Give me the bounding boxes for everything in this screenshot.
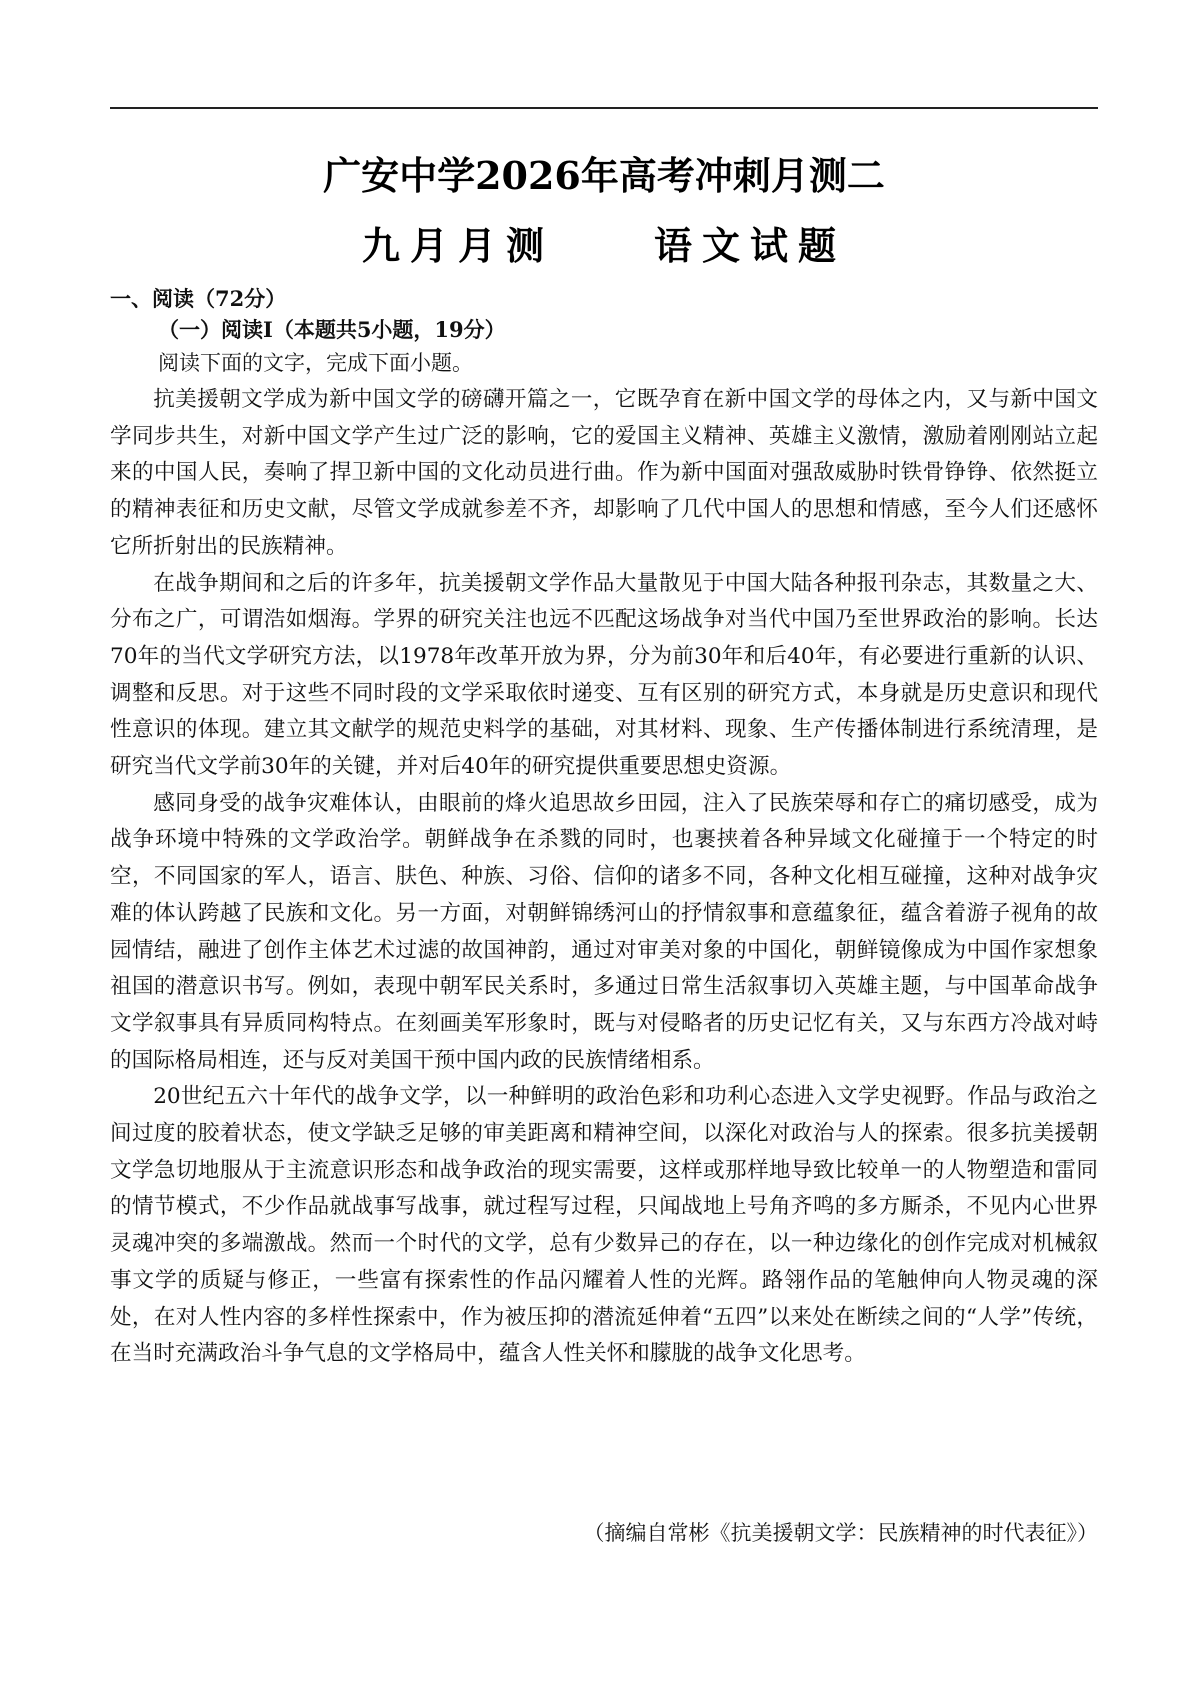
reading-passage <box>110 382 1098 1373</box>
section-heading: 一、阅读（72分） <box>110 286 287 311</box>
passage-paragraph-1: 抗美援朝文学成为新中国文学的磅礴开篇之一，它既孕育在新中国文学的母体之内，又与新中国文学同步共生，对新中国文学产生过广泛的影响，它的爱国主义精神、英雄主义激情，激励着刚刚站立起来的中国人民，奏响了捍卫新中国的文化动员进行曲。作为新中国面对强敌威胁时铁骨铮铮、依然挺立的精神表征和历史文献，尽管文学成就参差不齐，却影响了几代中国人的思想和情感，至今人们还感怀它所折射出的民族精神。 <box>110 387 1098 559</box>
exam-subtitle <box>110 222 1098 270</box>
exam-month-label: 九月月测 <box>361 223 554 268</box>
subsection-heading: （一）阅读I（本题共5小题，19分） <box>158 317 506 342</box>
passage-source: （摘编自常彬《抗美援朝文学：民族精神的时代表征》） <box>583 1521 1098 1545</box>
passage-paragraph-2: 在战争期间和之后的许多年，抗美援朝文学作品大量散见于中国大陆各种报刊杂志，其数量之大、分布之广，可谓浩如烟海。学界的研究关注也远不匹配这场战争对当代中国乃至世界政治的影响。长达70年的当代文学研究方法，以1978年改革开放为界，分为前30年和后40年，有必要进行重新的认识、调整和反思。对于这些不同时段的文学采取依时递变、互有区别的研究方式，本身就是历史意识和现代性意识的体现。建立其文献学的规范史料学的基础，对其材料、现象、生产传播体制进行系统清理，是研究当代文学前30年的关键，并对后40年的研究提供重要思想史资源。 <box>110 570 1098 780</box>
passage-paragraph-4: 20世纪五六十年代的战争文学，以一种鲜明的政治色彩和功利心态进入文学史视野。作品与政治之间过度的胶着状态，使文学缺乏足够的审美距离和精神空间，以深化对政治与人的探索。很多抗美援朝文学急切地服从于主流意识形态和战争政治的现实需要，这样或那样地导致比较单一的人物塑造和雷同的情节模式，不少作品就战事写战事，就过程写过程，只闻战地上号角齐鸣的多方厮杀，不见内心世界灵魂冲突的多端激战。然而一个时代的文学，总有少数异己的存在，以一种边缘化的创作完成对机械叙事文学的质疑与修正，一些富有探索性的作品闪耀着人性的光辉。路翎作品的笔触伸向人物灵魂的深处，在对人性内容的多样性探索中，作为被压抑的潜流延伸着“五四”以来处在断续之间的“人学”传统，在当时充满政治斗争气息的文学格局中，蕴含人性关怀和朦胧的战争文化思考。 <box>110 1084 1098 1367</box>
exam-subject-label: 语文试题 <box>654 223 847 268</box>
instruction-text: 阅读下面的文字，完成下面小题。 <box>158 351 473 375</box>
passage-paragraph-3: 感同身受的战争灾难体认，由眼前的烽火追思故乡田园，注入了民族荣辱和存亡的痛切感受，成为战争环境中特殊的文学政治学。朝鲜战争在杀戮的同时，也裹挟着各种异域文化碰撞于一个特定的时空，不同国家的军人，语言、肤色、种族、习俗、信仰的诸多不同，各种文化相互碰撞，这种对战争灾难的体认跨越了民族和文化。另一方面，对朝鲜锦绣河山的抒情叙事和意蕴象征，蕴含着游子视角的故园情结，融进了创作主体艺术过滤的故国神韵，通过对审美对象的中国化，朝鲜镜像成为中国作家想象祖国的潜意识书写。例如，表现中朝军民关系时，多通过日常生活叙事切入英雄主题，与中国革命战争文学叙事具有异质同构特点。在刻画美军形象时，既与对侵略者的历史记忆有关，又与东西方冷战对峙的国际格局相连，还与反对美国干预中国内政的民族情绪相系。 <box>110 790 1098 1073</box>
top-rule <box>110 107 1098 109</box>
exam-title: 广安中学2026年高考冲刺月测二 <box>323 153 885 198</box>
